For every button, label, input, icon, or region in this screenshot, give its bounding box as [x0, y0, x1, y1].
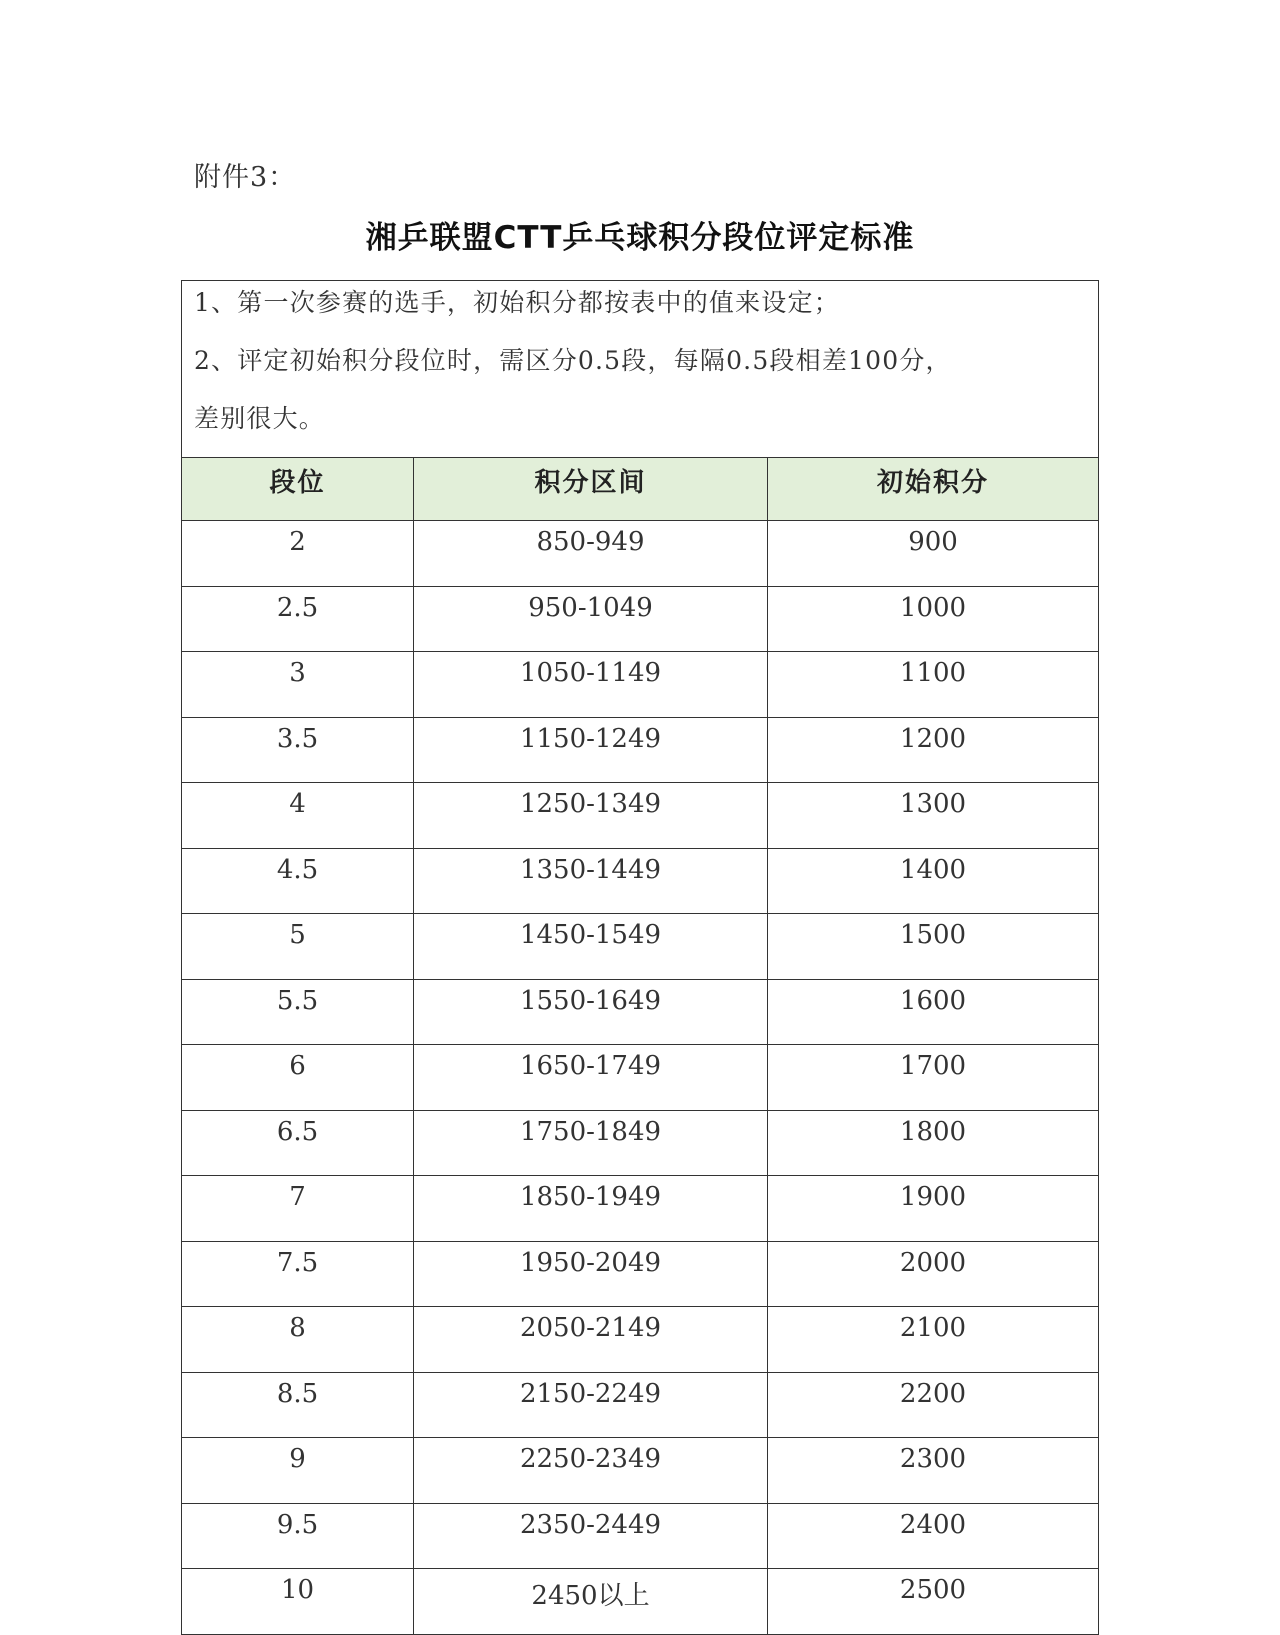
table-row [182, 652, 1099, 718]
cell-rank: 9.5 [182, 1503, 414, 1569]
cell-rank: 2 [182, 521, 414, 587]
table-row [182, 521, 1099, 587]
cell-rank: 4.5 [182, 848, 414, 914]
cell-initial: 2100 [768, 1307, 1099, 1373]
cell-range: 2250-2349 [414, 1438, 768, 1504]
cell-initial: 1600 [768, 979, 1099, 1045]
cell-range: 2450以上 [414, 1569, 768, 1635]
cell-rank: 5.5 [182, 979, 414, 1045]
cell-range: 1050-1149 [414, 652, 768, 718]
cell-initial: 1400 [768, 848, 1099, 914]
cell-rank: 2.5 [182, 586, 414, 652]
table-row [182, 1045, 1099, 1111]
cell-initial: 900 [768, 521, 1099, 587]
cell-rank: 4 [182, 783, 414, 849]
note-line-1: 1、第一次参赛的选手，初始积分都按表中的值来设定； [194, 288, 840, 317]
table-header-row [182, 458, 1099, 521]
cell-initial: 1000 [768, 586, 1099, 652]
note-line-3: 差别很大。 [194, 404, 326, 433]
cell-rank: 9 [182, 1438, 414, 1504]
table-row [182, 1503, 1099, 1569]
table-row [182, 1110, 1099, 1176]
cell-range: 2150-2249 [414, 1372, 768, 1438]
cell-range: 2050-2149 [414, 1307, 768, 1373]
table-row [182, 717, 1099, 783]
page-title: 湘乒联盟CTT乒乓球积分段位评定标准 [365, 220, 915, 256]
cell-range: 1350-1449 [414, 848, 768, 914]
cell-rank: 5 [182, 914, 414, 980]
cell-rank: 3.5 [182, 717, 414, 783]
table-row [182, 914, 1099, 980]
rank-standard-table [181, 280, 1099, 1635]
table-row [182, 586, 1099, 652]
cell-range: 1850-1949 [414, 1176, 768, 1242]
cell-range: 1950-2049 [414, 1241, 768, 1307]
cell-initial: 2000 [768, 1241, 1099, 1307]
cell-initial: 2500 [768, 1569, 1099, 1635]
cell-rank: 8 [182, 1307, 414, 1373]
cell-rank: 3 [182, 652, 414, 718]
note-line-2: 2、评定初始积分段位时，需区分0.5段，每隔0.5段相差100分， [194, 346, 952, 375]
notes-row [182, 281, 1099, 458]
table-row [182, 848, 1099, 914]
table-body [182, 281, 1099, 1635]
cell-initial: 1800 [768, 1110, 1099, 1176]
cell-initial: 1900 [768, 1176, 1099, 1242]
cell-rank: 7.5 [182, 1241, 414, 1307]
cell-rank: 7 [182, 1176, 414, 1242]
table-row [182, 1241, 1099, 1307]
table-row [182, 1569, 1099, 1635]
cell-initial: 2200 [768, 1372, 1099, 1438]
cell-initial: 1700 [768, 1045, 1099, 1111]
cell-range: 1250-1349 [414, 783, 768, 849]
cell-range: 950-1049 [414, 586, 768, 652]
cell-initial: 1500 [768, 914, 1099, 980]
table-row [182, 783, 1099, 849]
cell-range: 850-949 [414, 521, 768, 587]
header-initial: 初始积分 [768, 458, 1099, 521]
table-row [182, 1438, 1099, 1504]
cell-initial: 2400 [768, 1503, 1099, 1569]
table-row [182, 1307, 1099, 1373]
cell-rank: 10 [182, 1569, 414, 1635]
cell-initial: 1100 [768, 652, 1099, 718]
cell-range: 1650-1749 [414, 1045, 768, 1111]
cell-rank: 6.5 [182, 1110, 414, 1176]
cell-range: 1750-1849 [414, 1110, 768, 1176]
cell-initial: 1200 [768, 717, 1099, 783]
cell-range: 1550-1649 [414, 979, 768, 1045]
cell-range: 1450-1549 [414, 914, 768, 980]
cell-rank: 6 [182, 1045, 414, 1111]
notes-cell [182, 281, 1099, 458]
table-row [182, 1372, 1099, 1438]
cell-range: 2350-2449 [414, 1503, 768, 1569]
cell-range: 1150-1249 [414, 717, 768, 783]
header-rank: 段位 [182, 458, 414, 521]
cell-rank: 8.5 [182, 1372, 414, 1438]
header-range: 积分区间 [414, 458, 768, 521]
cell-initial: 2300 [768, 1438, 1099, 1504]
attachment-label: 附件3： [194, 162, 297, 193]
table-row [182, 979, 1099, 1045]
table-row [182, 1176, 1099, 1242]
cell-initial: 1300 [768, 783, 1099, 849]
